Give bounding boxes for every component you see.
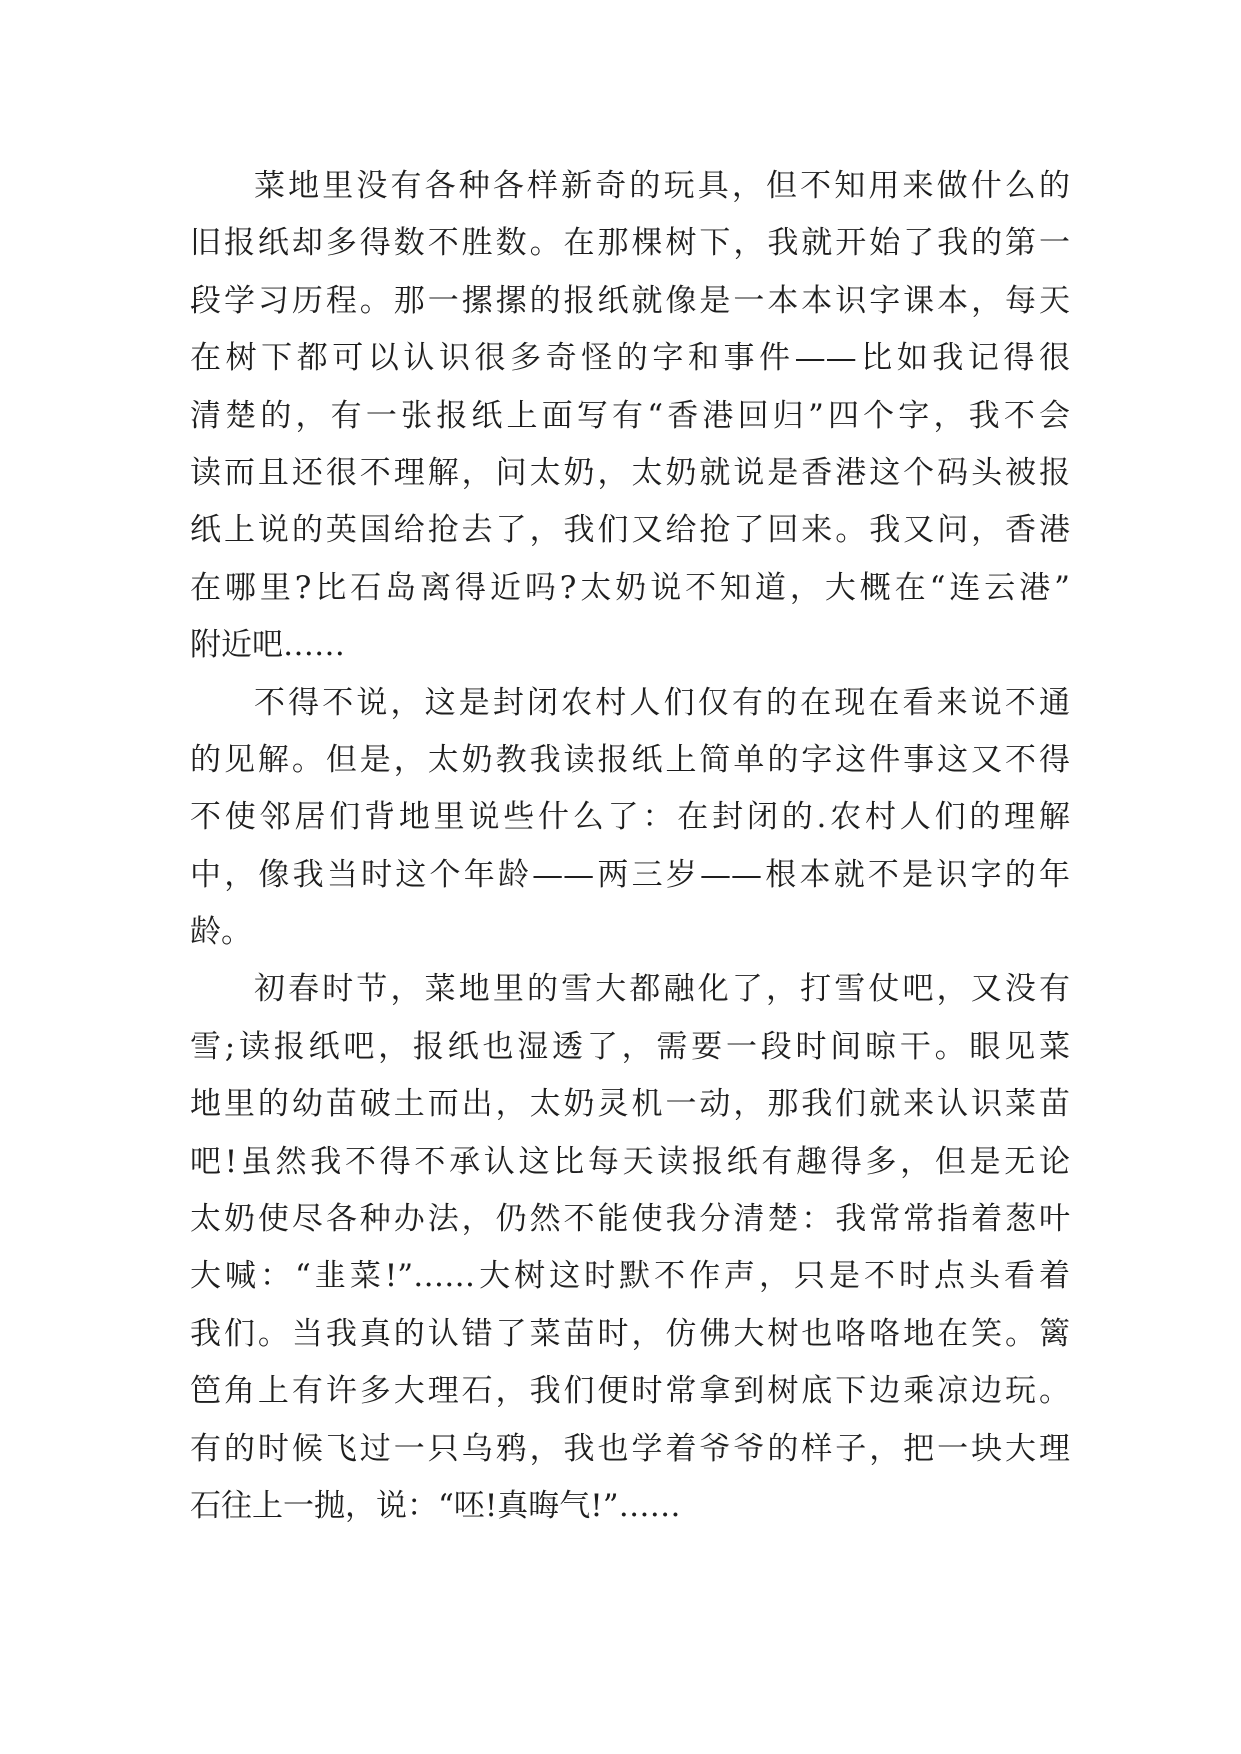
text-line: 在树下都可以认识很多奇怪的字和事件——比如我记得很 xyxy=(190,340,1070,377)
paragraph-3 xyxy=(190,961,1070,1535)
text-line: 石往上一抛，说：“呸!真晦气!”…… xyxy=(190,1487,681,1524)
text-line: 笆角上有许多大理石，我们便时常拿到树底下边乘凉边玩。 xyxy=(190,1373,1070,1410)
paragraph-2 xyxy=(190,675,1070,962)
text-line: 菜地里没有各种各样新奇的玩具，但不知用来做什么的 xyxy=(254,168,1070,204)
text-line: 清楚的，有一张报纸上面写有“香港回归”四个字，我不会 xyxy=(190,397,1070,434)
text-line: 附近吧…… xyxy=(190,627,345,664)
text-line: 读而且还很不理解，问太奶，太奶就说是香港这个码头被报 xyxy=(190,454,1070,491)
text-line: 雪;读报纸吧，报纸也湿透了，需要一段时间晾干。眼见菜 xyxy=(190,1028,1070,1065)
text-line: 我们。当我真的认错了菜苗时，仿佛大树也咯咯地在笑。篱 xyxy=(190,1315,1070,1352)
text-line: 地里的幼苗破土而出，太奶灵机一动，那我们就来认识菜苗 xyxy=(190,1086,1070,1123)
document-body xyxy=(190,158,1070,1535)
text-line: 纸上说的英国给抢去了，我们又给抢了回来。我又问，香港 xyxy=(190,512,1070,549)
text-line: 旧报纸却多得数不胜数。在那棵树下，我就开始了我的第一 xyxy=(190,225,1070,262)
text-line: 在哪里?比石岛离得近吗?太奶说不知道，大概在“连云港” xyxy=(190,569,1070,606)
text-line: 中，像我当时这个年龄——两三岁——根本就不是识字的年 xyxy=(190,856,1070,893)
text-line: 有的时候飞过一只乌鸦，我也学着爷爷的样子，把一块大理 xyxy=(190,1430,1070,1467)
paragraph-1 xyxy=(190,158,1070,675)
text-line: 太奶使尽各种办法，仍然不能使我分清楚：我常常指着葱叶 xyxy=(190,1201,1070,1238)
text-line: 的见解。但是，太奶教我读报纸上简单的字这件事这又不得 xyxy=(190,741,1070,778)
text-line: 吧!虽然我不得不承认这比每天读报纸有趣得多，但是无论 xyxy=(190,1143,1070,1180)
text-line: 不使邻居们背地里说些什么了：在封闭的.农村人们的理解 xyxy=(190,799,1070,836)
text-line: 不得不说，这是封闭农村人们仅有的在现在看来说不通 xyxy=(254,684,1070,721)
text-line: 龄。 xyxy=(190,914,252,951)
text-line: 初春时节，菜地里的雪大都融化了，打雪仗吧，又没有 xyxy=(254,971,1070,1008)
text-line: 段学习历程。那一摞摞的报纸就像是一本本识字课本，每天 xyxy=(190,282,1070,319)
text-line: 大喊：“韭菜!”……大树这时默不作声，只是不时点头看着 xyxy=(190,1258,1070,1295)
